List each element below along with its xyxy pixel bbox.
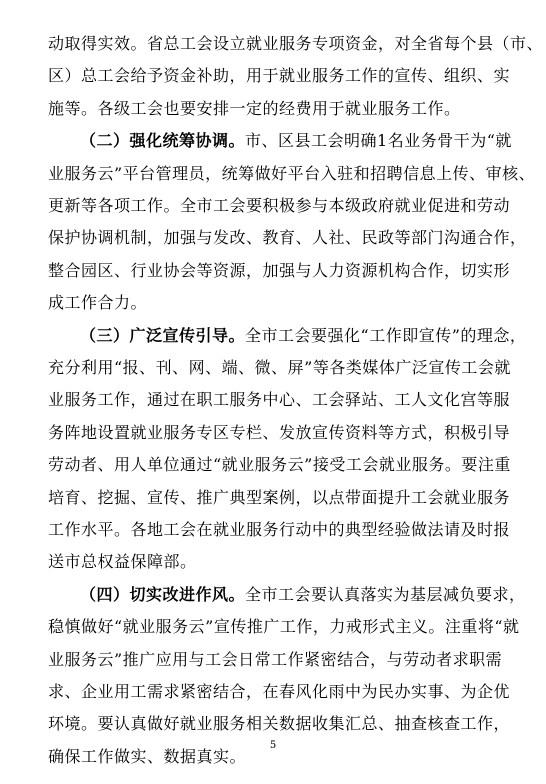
body-text: 市、区县工会明确1名业务骨干为“就 xyxy=(245,131,512,151)
body-text-line: 业服务工作，通过在职工服务中心、工会驿站、工人文化宫等服 xyxy=(48,390,511,410)
body-text-line: 求、企业用工需求紧密结合，在春风化雨中为民办实事、为企优 xyxy=(48,682,511,701)
section-paragraph-first-line xyxy=(80,584,526,605)
body-text-line: 更新等各项工作。全市工会要积极参与本级政府就业促进和劳动 xyxy=(48,196,511,215)
body-text-line: 工作水平。各地工会在就业服务行动中的典型经验做法请及时报 xyxy=(48,520,511,539)
body-text-line: 区）总工会给予资金补助，用于就业服务工作的宣传、组织、实 xyxy=(48,66,511,86)
body-text-line: 业服务云”推广应用与工会日常工作紧密结合，与劳动者求职需 xyxy=(48,649,503,669)
body-text-line: 整合园区、行业协会等资源，加强与人力资源机构合作，切实形 xyxy=(48,260,511,280)
section-heading: （四）切实改进作风。 xyxy=(80,584,246,604)
body-text-line: 送市总权益保障部。 xyxy=(48,552,197,572)
section-heading: （二）强化统筹协调。 xyxy=(80,131,246,151)
body-text-line: 环境。要认真做好就业服务相关数据收集汇总、抽查核查工作， xyxy=(48,714,511,734)
body-text-line: 保护协调机制，加强与发改、教育、人社、民政等部门沟通合作， xyxy=(48,228,527,248)
body-text-line: 确保工作做实、数据真实。 xyxy=(48,746,247,766)
body-text-line: 成工作合力。 xyxy=(48,293,148,313)
body-text-line: 施等。各级工会也要安排一定的经费用于就业服务工作。 xyxy=(48,98,461,118)
body-text-line: 业服务云”平台管理员，统筹做好平台入驻和招聘信息上传、审核、 xyxy=(48,163,536,183)
section-heading: （三）广泛宣传引导。 xyxy=(80,325,246,345)
body-text-line: 动取得实效。省总工会设立就业服务专项资金，对全省每个县（市、 xyxy=(48,34,544,53)
section-paragraph-first-line xyxy=(80,131,512,151)
body-text: 全市工会要认真落实为基层减负要求， xyxy=(245,584,526,604)
body-text-line: 培育、挖掘、宣传、推广典型案例，以点带面提升工会就业服务 xyxy=(48,487,511,507)
page-number: 5 xyxy=(269,740,277,751)
body-text-line: 稳慎做好“就业服务云”宣传推广工作，力戒形式主义。注重将“就 xyxy=(48,617,520,637)
body-text-line: 充分利用“报、刊、网、端、微、屏”等各类媒体广泛宣传工会就 xyxy=(48,358,511,377)
body-text-line: 务阵地设置就业服务专区专栏、发放宣传资料等方式，积极引导 xyxy=(48,422,511,442)
body-text: 全市工会要强化“工作即宣传”的理念， xyxy=(245,325,527,345)
section-paragraph-first-line xyxy=(80,325,527,346)
body-text-line: 劳动者、用人单位通过“就业服务云”接受工会就业服务。要注重 xyxy=(48,455,511,475)
